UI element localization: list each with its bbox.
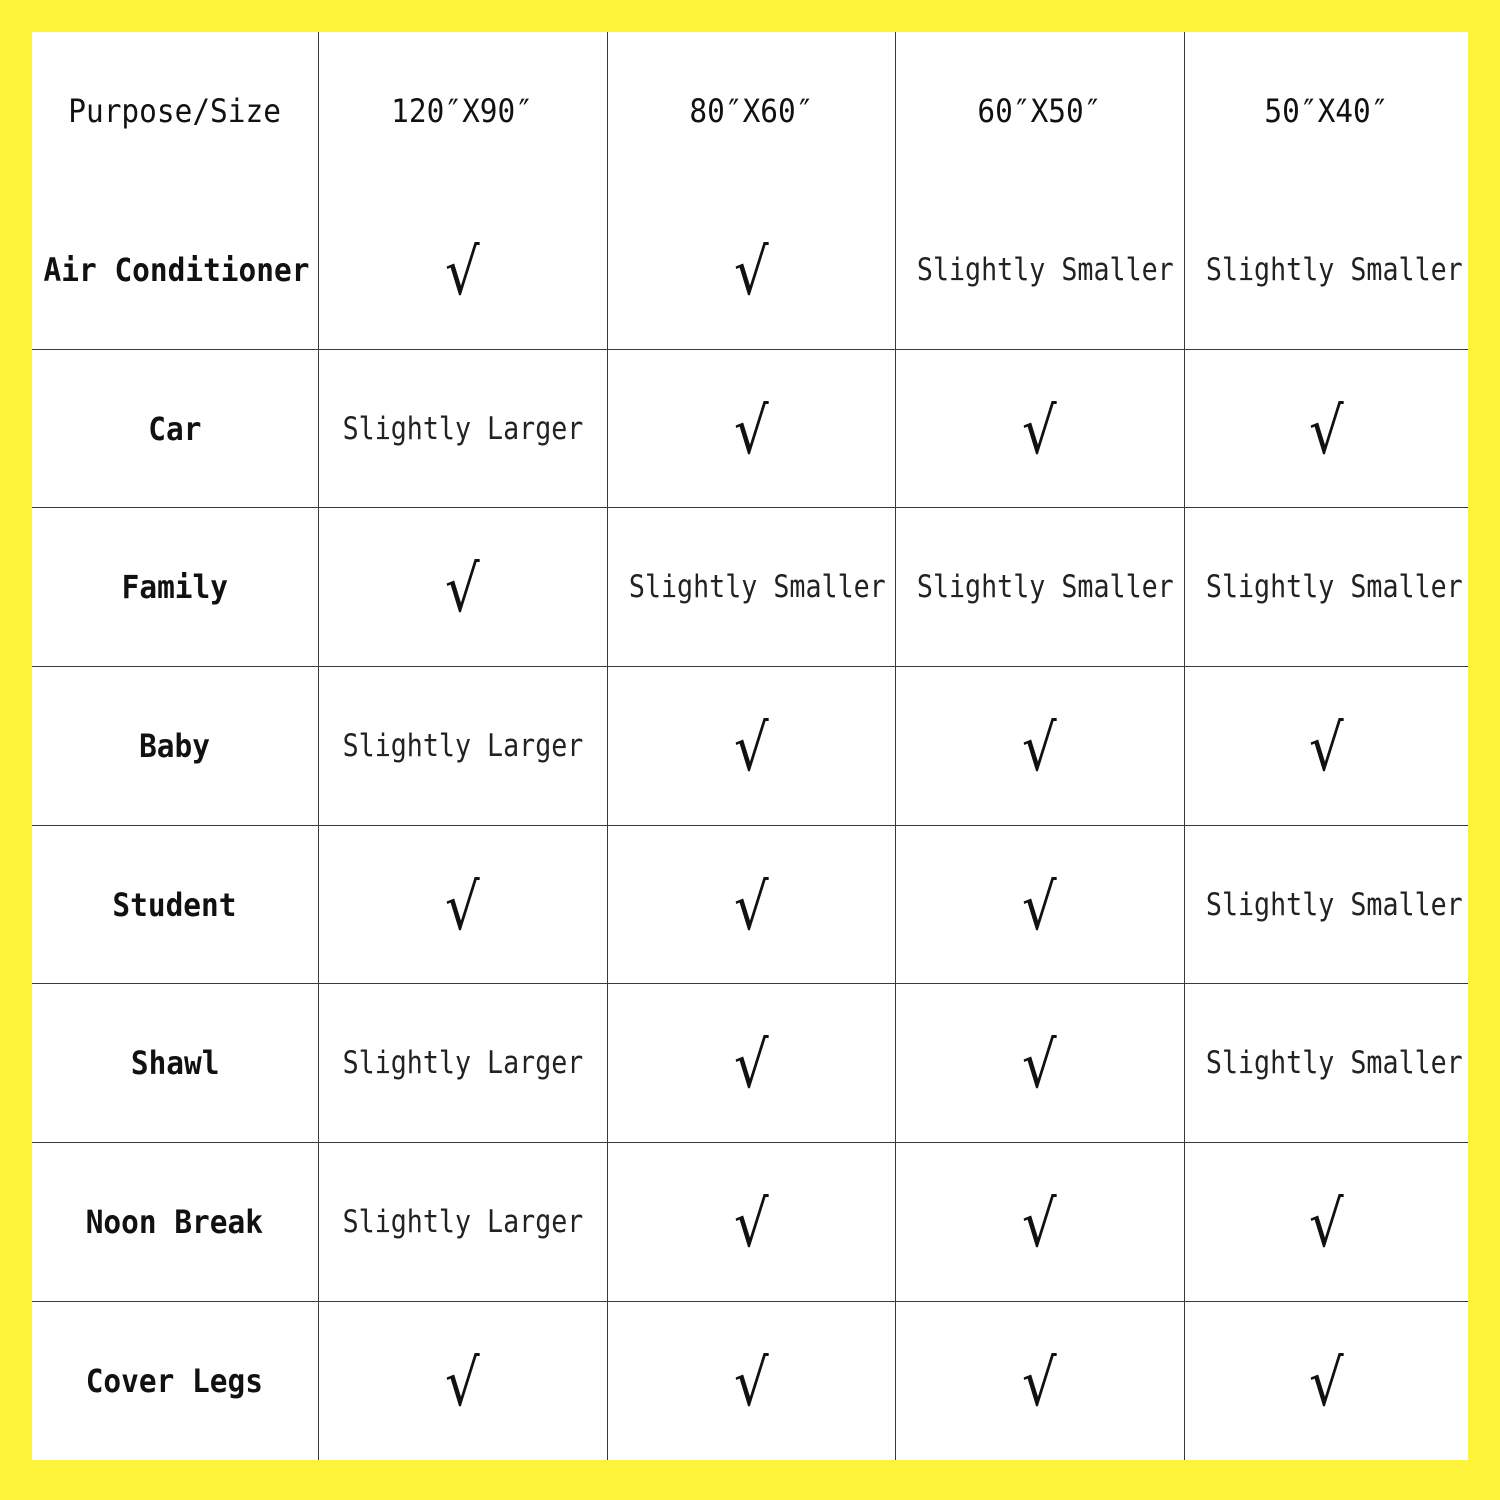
table-row (32, 1143, 1468, 1302)
table-row (32, 984, 1468, 1143)
header-size-120x90 (318, 32, 607, 191)
header-size-60x50 (895, 32, 1184, 191)
checkmark-icon: √ (733, 1187, 769, 1262)
fit-cell (318, 508, 607, 667)
checkmark-icon: √ (733, 394, 769, 469)
row-purpose-label: Cover Legs (86, 1361, 264, 1400)
row-purpose-label: Air Conditioner (43, 250, 310, 289)
header-size-label: 80″X60″ (688, 92, 814, 131)
table-body (32, 191, 1468, 1460)
table-row (32, 667, 1468, 826)
table-row (32, 508, 1468, 667)
checkmark-icon: √ (445, 553, 480, 628)
row-purpose-cell (32, 191, 318, 350)
checkmark-icon: √ (1022, 711, 1057, 786)
fit-note: Slightly Smaller (1205, 1045, 1463, 1082)
row-purpose-label: Shawl (130, 1044, 220, 1083)
checkmark-icon: √ (733, 235, 769, 310)
note-cell (318, 349, 607, 508)
table-row (32, 191, 1468, 350)
checkmark-icon: √ (1308, 1346, 1344, 1421)
fit-cell (895, 667, 1184, 826)
checkmark-icon: √ (1022, 394, 1057, 469)
fit-cell (607, 825, 895, 984)
fit-note: Slightly Smaller (628, 569, 886, 606)
note-cell (1184, 984, 1468, 1143)
fit-note: Slightly Smaller (916, 569, 1174, 606)
fit-cell (1184, 1143, 1468, 1302)
checkmark-icon: √ (1022, 1029, 1057, 1104)
table-row (32, 349, 1468, 508)
header-size-label: 120″X90″ (391, 92, 534, 131)
header-size-50x40 (1184, 32, 1468, 191)
checkmark-icon: √ (733, 870, 769, 945)
fit-note: Slightly Smaller (1205, 886, 1463, 923)
fit-cell (607, 667, 895, 826)
note-cell (318, 984, 607, 1143)
purpose-size-table (32, 32, 1468, 1460)
row-purpose-label: Baby (139, 726, 211, 765)
note-cell (895, 508, 1184, 667)
checkmark-icon: √ (1022, 1187, 1057, 1262)
checkmark-icon: √ (733, 1029, 769, 1104)
row-purpose-cell (32, 667, 318, 826)
checkmark-icon: √ (733, 1346, 769, 1421)
note-cell (607, 508, 895, 667)
checkmark-icon: √ (445, 1346, 480, 1421)
header-size-label: 60″X50″ (977, 92, 1102, 131)
checkmark-icon: √ (1308, 1187, 1344, 1262)
checkmark-icon: √ (445, 870, 480, 945)
fit-cell (607, 984, 895, 1143)
fit-note: Slightly Larger (342, 1045, 583, 1082)
header-purpose-size (32, 32, 318, 191)
fit-cell (607, 1143, 895, 1302)
fit-cell (1184, 349, 1468, 508)
fit-cell (318, 825, 607, 984)
table-row (32, 1301, 1468, 1460)
fit-cell (607, 1301, 895, 1460)
checkmark-icon: √ (445, 235, 480, 310)
fit-note: Slightly Larger (342, 727, 583, 764)
fit-cell (895, 1143, 1184, 1302)
checkmark-icon: √ (1308, 394, 1344, 469)
fit-note: Slightly Smaller (1205, 569, 1463, 606)
row-purpose-cell (32, 508, 318, 667)
fit-note: Slightly Smaller (1205, 251, 1463, 288)
note-cell (318, 667, 607, 826)
fit-cell (895, 1301, 1184, 1460)
size-chart-panel (32, 32, 1468, 1460)
fit-cell (1184, 667, 1468, 826)
fit-cell (318, 1301, 607, 1460)
row-purpose-cell (32, 349, 318, 508)
checkmark-icon: √ (1022, 870, 1057, 945)
header-purpose-size-label: Purpose/Size (68, 92, 282, 131)
row-purpose-label: Car (148, 409, 202, 448)
fit-note: Slightly Smaller (916, 251, 1174, 288)
fit-cell (607, 191, 895, 350)
note-cell (1184, 825, 1468, 984)
row-purpose-cell (32, 825, 318, 984)
fit-cell (318, 191, 607, 350)
note-cell (895, 191, 1184, 350)
fit-note: Slightly Larger (342, 410, 583, 447)
fit-cell (1184, 1301, 1468, 1460)
row-purpose-cell (32, 984, 318, 1143)
fit-cell (895, 349, 1184, 508)
checkmark-icon: √ (1022, 1346, 1057, 1421)
note-cell (1184, 508, 1468, 667)
fit-cell (895, 825, 1184, 984)
row-purpose-cell (32, 1301, 318, 1460)
fit-cell (607, 349, 895, 508)
row-purpose-label: Family (121, 568, 228, 607)
row-purpose-label: Student (112, 885, 237, 924)
note-cell (318, 1143, 607, 1302)
fit-cell (895, 984, 1184, 1143)
checkmark-icon: √ (733, 711, 769, 786)
header-row (32, 32, 1468, 191)
fit-note: Slightly Larger (342, 1203, 583, 1240)
header-size-80x60 (607, 32, 895, 191)
header-size-label: 50″X40″ (1264, 92, 1389, 131)
row-purpose-cell (32, 1143, 318, 1302)
table-row (32, 825, 1468, 984)
checkmark-icon: √ (1308, 711, 1344, 786)
note-cell (1184, 191, 1468, 350)
row-purpose-label: Noon Break (86, 1202, 264, 1241)
